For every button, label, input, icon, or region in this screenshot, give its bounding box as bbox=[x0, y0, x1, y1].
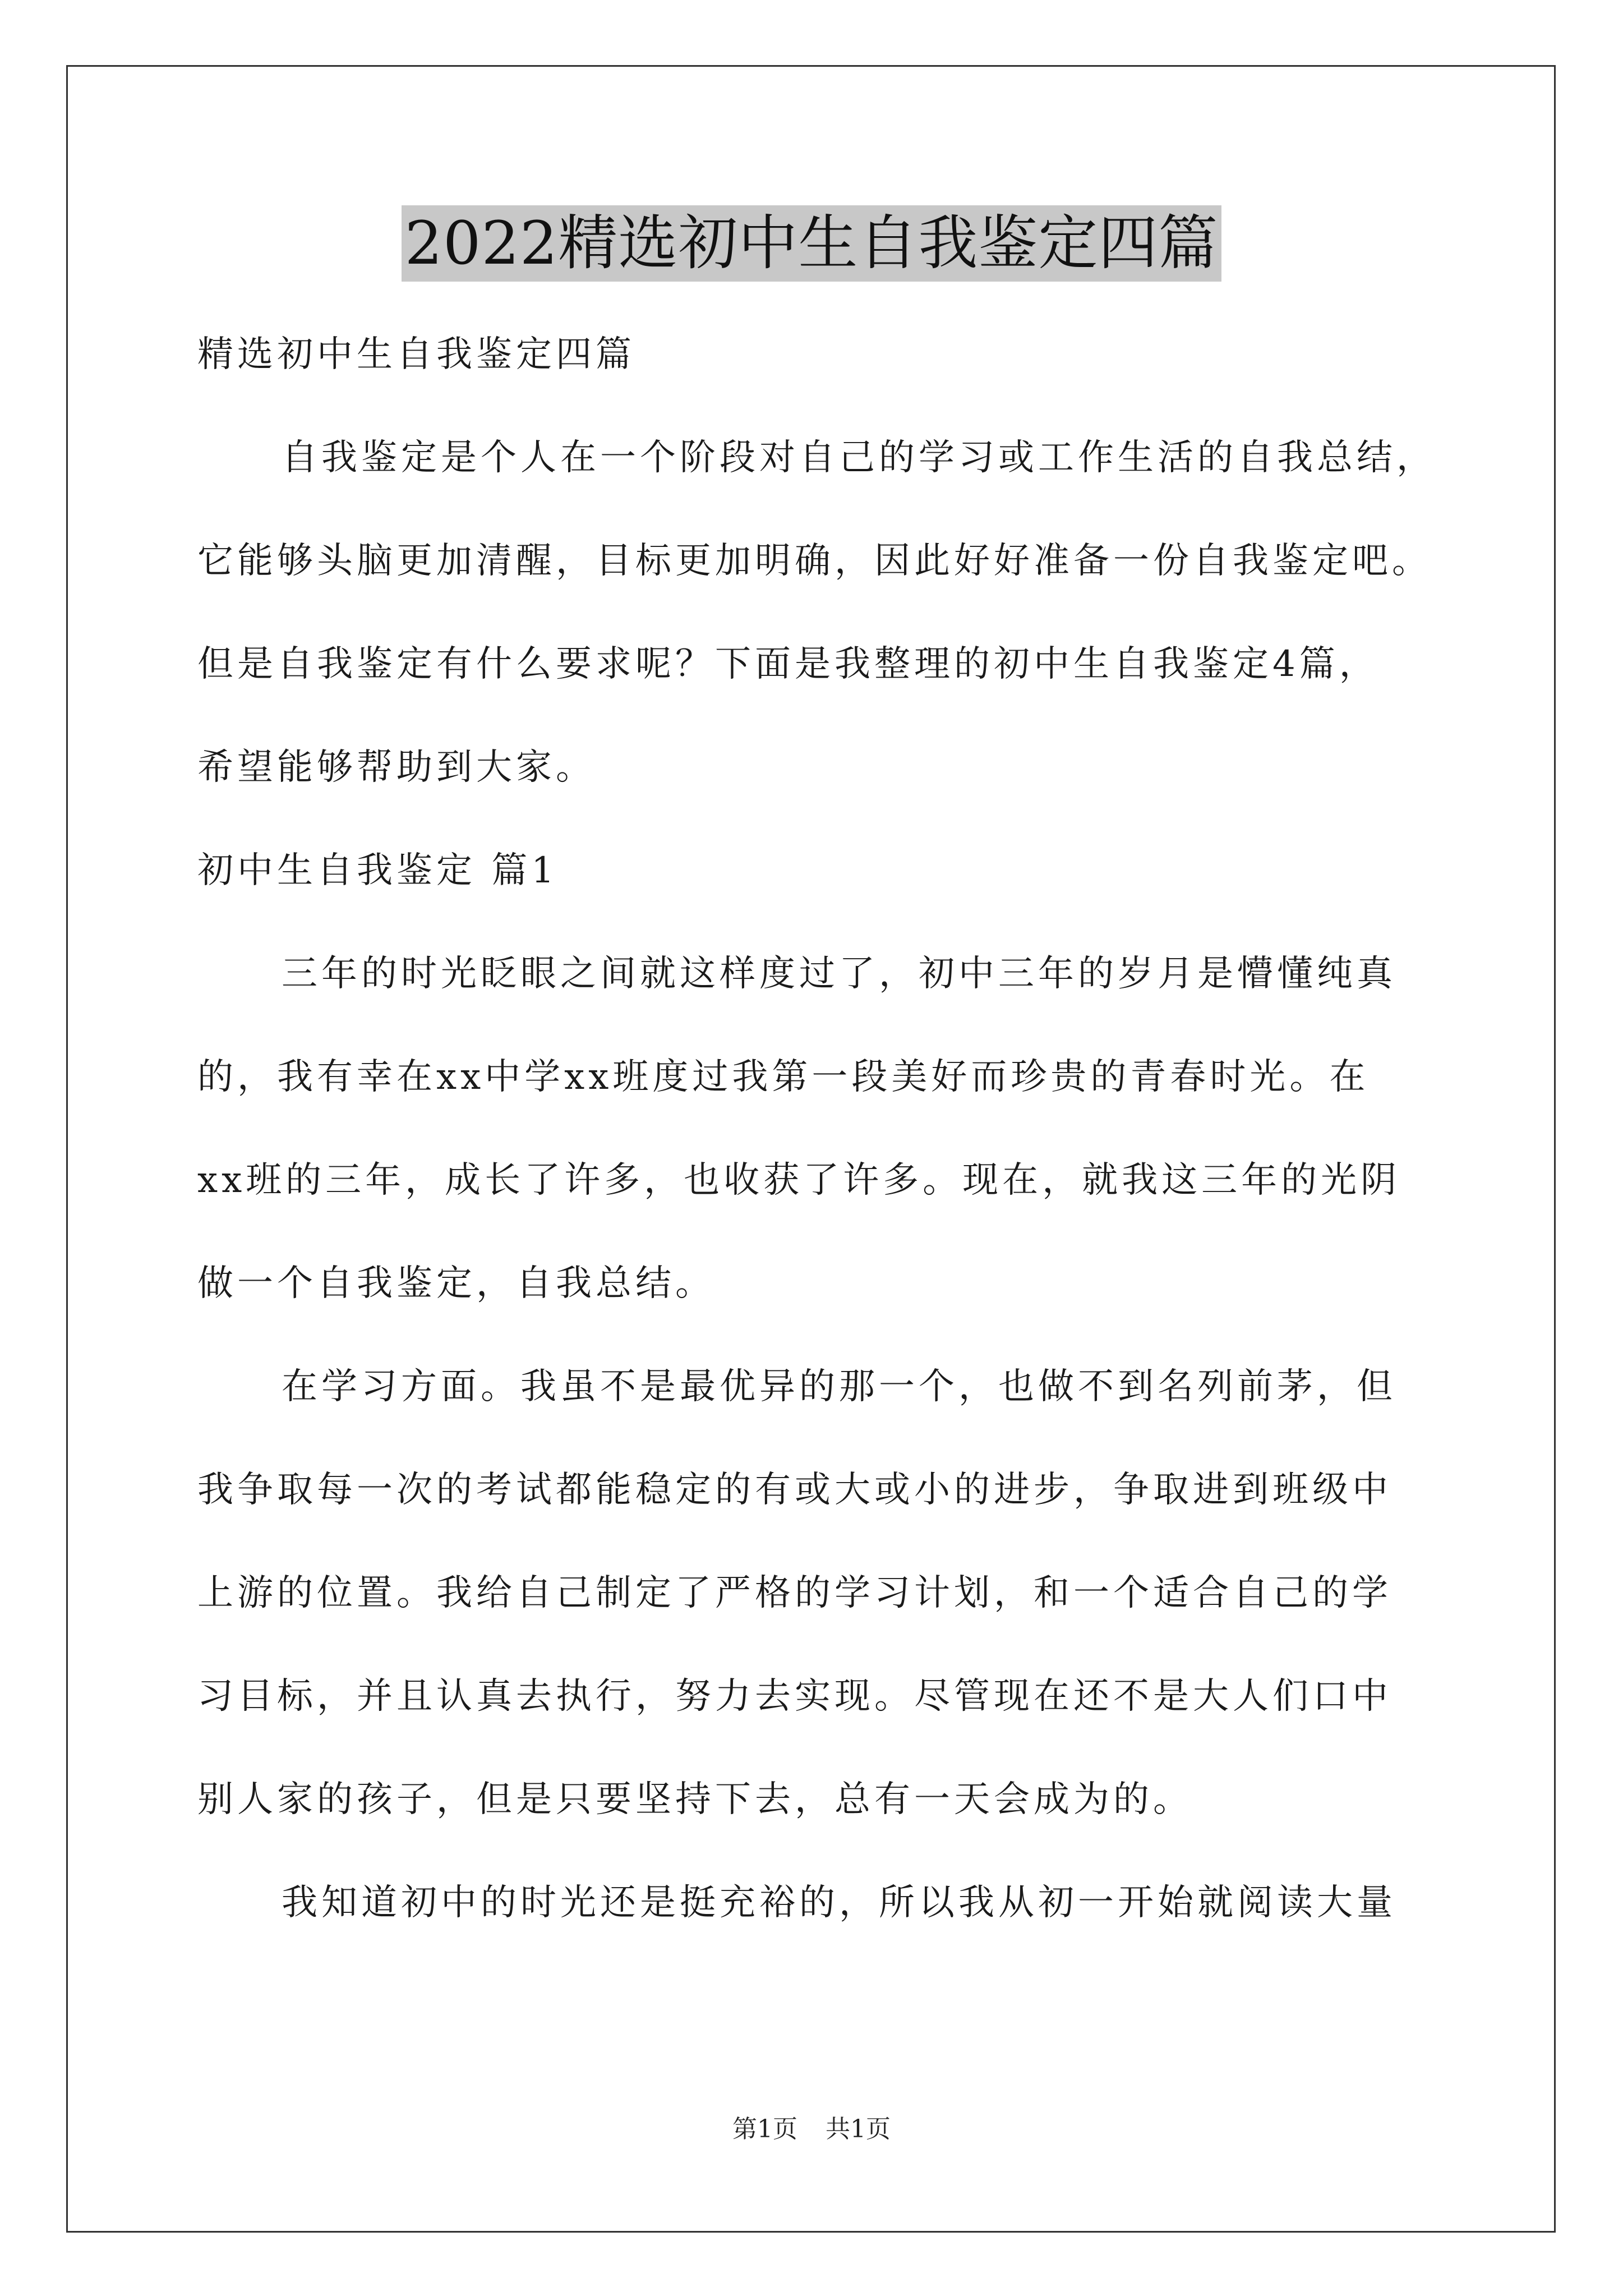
text-line: 自我鉴定是个人在一个阶段对自己的学习或工作生活的自我总结， bbox=[282, 437, 1436, 478]
section-heading: 初中生自我鉴定 篇1 bbox=[197, 850, 559, 891]
title-container bbox=[0, 205, 1623, 282]
document-title: 2022精选初中生自我鉴定四篇 bbox=[402, 205, 1222, 282]
text-line: 我知道初中的时光还是挺充裕的，所以我从初一开始就阅读大量 bbox=[282, 1882, 1396, 1924]
text-line: 在学习方面。我虽不是最优异的那一个，也做不到名列前茅，但 bbox=[282, 1366, 1396, 1407]
text-line: 习目标，并且认真去执行，努力去实现。尽管现在还不是大人们口中 bbox=[197, 1676, 1392, 1717]
text-line: 它能够头脑更加清醒，目标更加明确，因此好好准备一份自我鉴定吧。 bbox=[197, 540, 1432, 582]
text-line: xx班的三年，成长了许多，也收获了许多。现在，就我这三年的光阴 bbox=[197, 1159, 1401, 1201]
page-number: 第1页 bbox=[732, 2115, 797, 2143]
text-line: 上游的位置。我给自己制定了严格的学习计划，和一个适合自己的学 bbox=[197, 1572, 1392, 1614]
text-line: 我争取每一次的考试都能稳定的有或大或小的进步，争取进到班级中 bbox=[197, 1469, 1392, 1511]
text-line: 希望能够帮助到大家。 bbox=[197, 747, 596, 788]
text-line: 的，我有幸在xx中学xx班度过我第一段美好而珍贵的青春时光。在 bbox=[197, 1056, 1370, 1098]
document-subtitle: 精选初中生自我鉴定四篇 bbox=[197, 334, 635, 375]
text-line: 别人家的孩子，但是只要坚持下去，总有一天会成为的。 bbox=[197, 1779, 1193, 1820]
page-total: 共1页 bbox=[826, 2115, 891, 2143]
document-body bbox=[197, 303, 1498, 1954]
page-footer bbox=[0, 2113, 1623, 2146]
text-line: 三年的时光眨眼之间就这样度过了，初中三年的岁月是懵懂纯真 bbox=[282, 953, 1396, 995]
text-line: 做一个自我鉴定，自我总结。 bbox=[197, 1263, 715, 1304]
text-line: 但是自我鉴定有什么要求呢？下面是我整理的初中生自我鉴定4篇， bbox=[197, 643, 1379, 685]
